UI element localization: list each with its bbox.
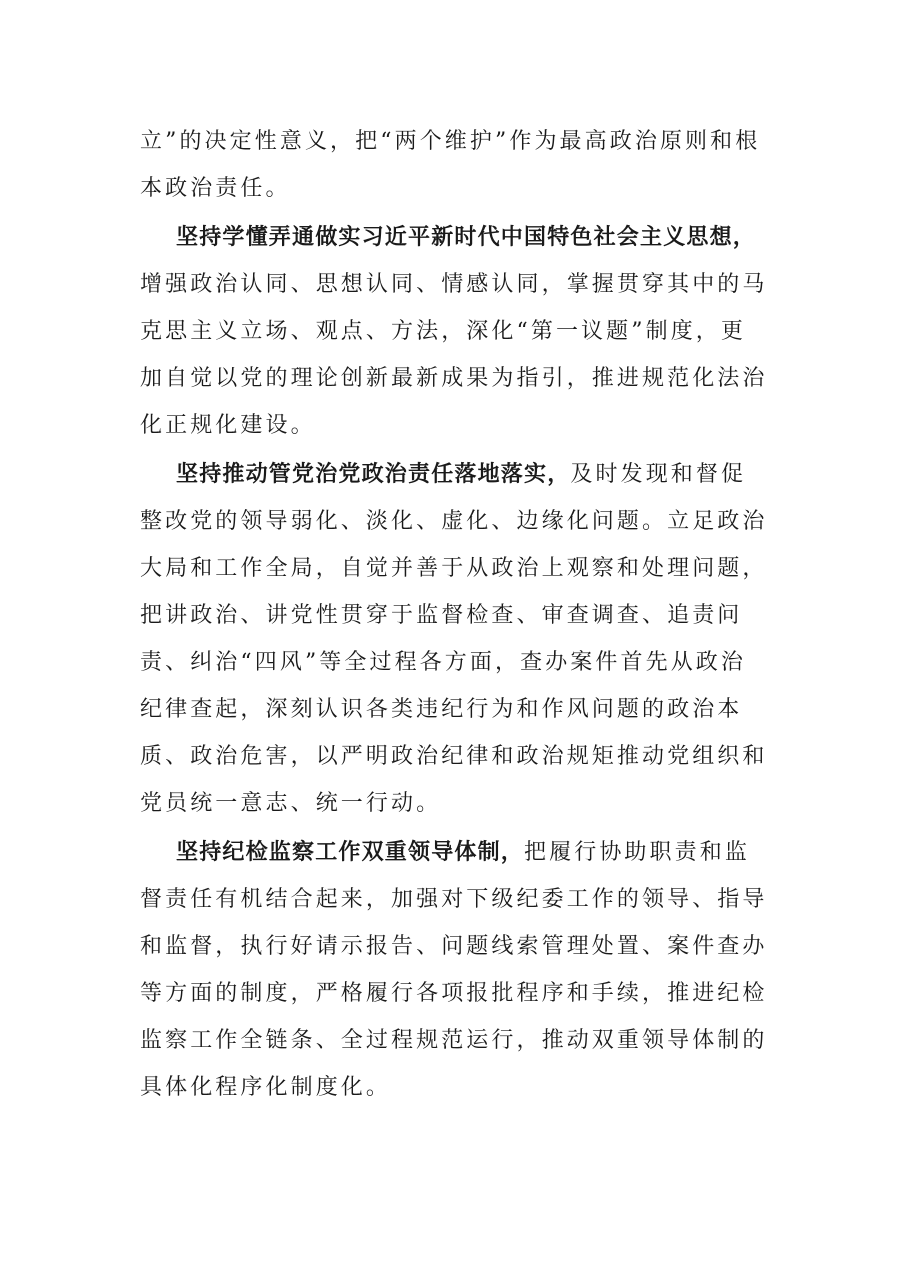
paragraph-text: 把履行协助职责和监督责任有机结合起来，加强对下级纪委工作的领导、指导和监督，执行好请示报告、问题线索管理处置、案件查办等方面的制度，严格履行各项报批程序和手续，推进纪检监察工作全链条、全过程规范运行，推动双重领导体制的具体化程序化制度化。 bbox=[140, 840, 768, 1100]
paragraph-party-responsibility bbox=[140, 451, 770, 827]
paragraph-text: 立”的决定性意义，把“两个维护”作为最高政治原则和根本政治责任。 bbox=[140, 129, 761, 201]
paragraph-dual-leadership bbox=[140, 829, 770, 1111]
paragraph-text: 增强政治认同、思想认同、情感认同，掌握贯穿其中的马克思主义立场、观点、方法，深化“第一议题”制度，更加自觉以党的理论创新最新成果为指引，推进规范化法治化正规化建设。 bbox=[140, 272, 768, 438]
paragraph-lead: 坚持纪检监察工作双重领导体制， bbox=[176, 840, 525, 865]
paragraph-text: 及时发现和督促整改党的领导弱化、淡化、虚化、边缘化问题。立足政治大局和工作全局，自觉并善于从政治上观察和处理问题，把讲政治、讲党性贯穿于监督检查、审查调查、追责问责、纠治“四风”等全过程各方面，查办案件首先从政治纪律查起，深刻认识各类违纪行为和作风问题的政治本质、政治危害，以严明政治纪律和政治规矩推动党组织和党员统一意志、统一行动。 bbox=[140, 462, 768, 816]
paragraph-lead: 坚持学懂弄通做实习近平新时代中国特色社会主义思想， bbox=[176, 225, 757, 250]
document-body bbox=[140, 118, 770, 1111]
paragraph-study-thought bbox=[140, 214, 770, 449]
paragraph-lead: 坚持推动管党治党政治责任落地落实， bbox=[176, 462, 571, 487]
paragraph-continuation bbox=[140, 118, 770, 212]
